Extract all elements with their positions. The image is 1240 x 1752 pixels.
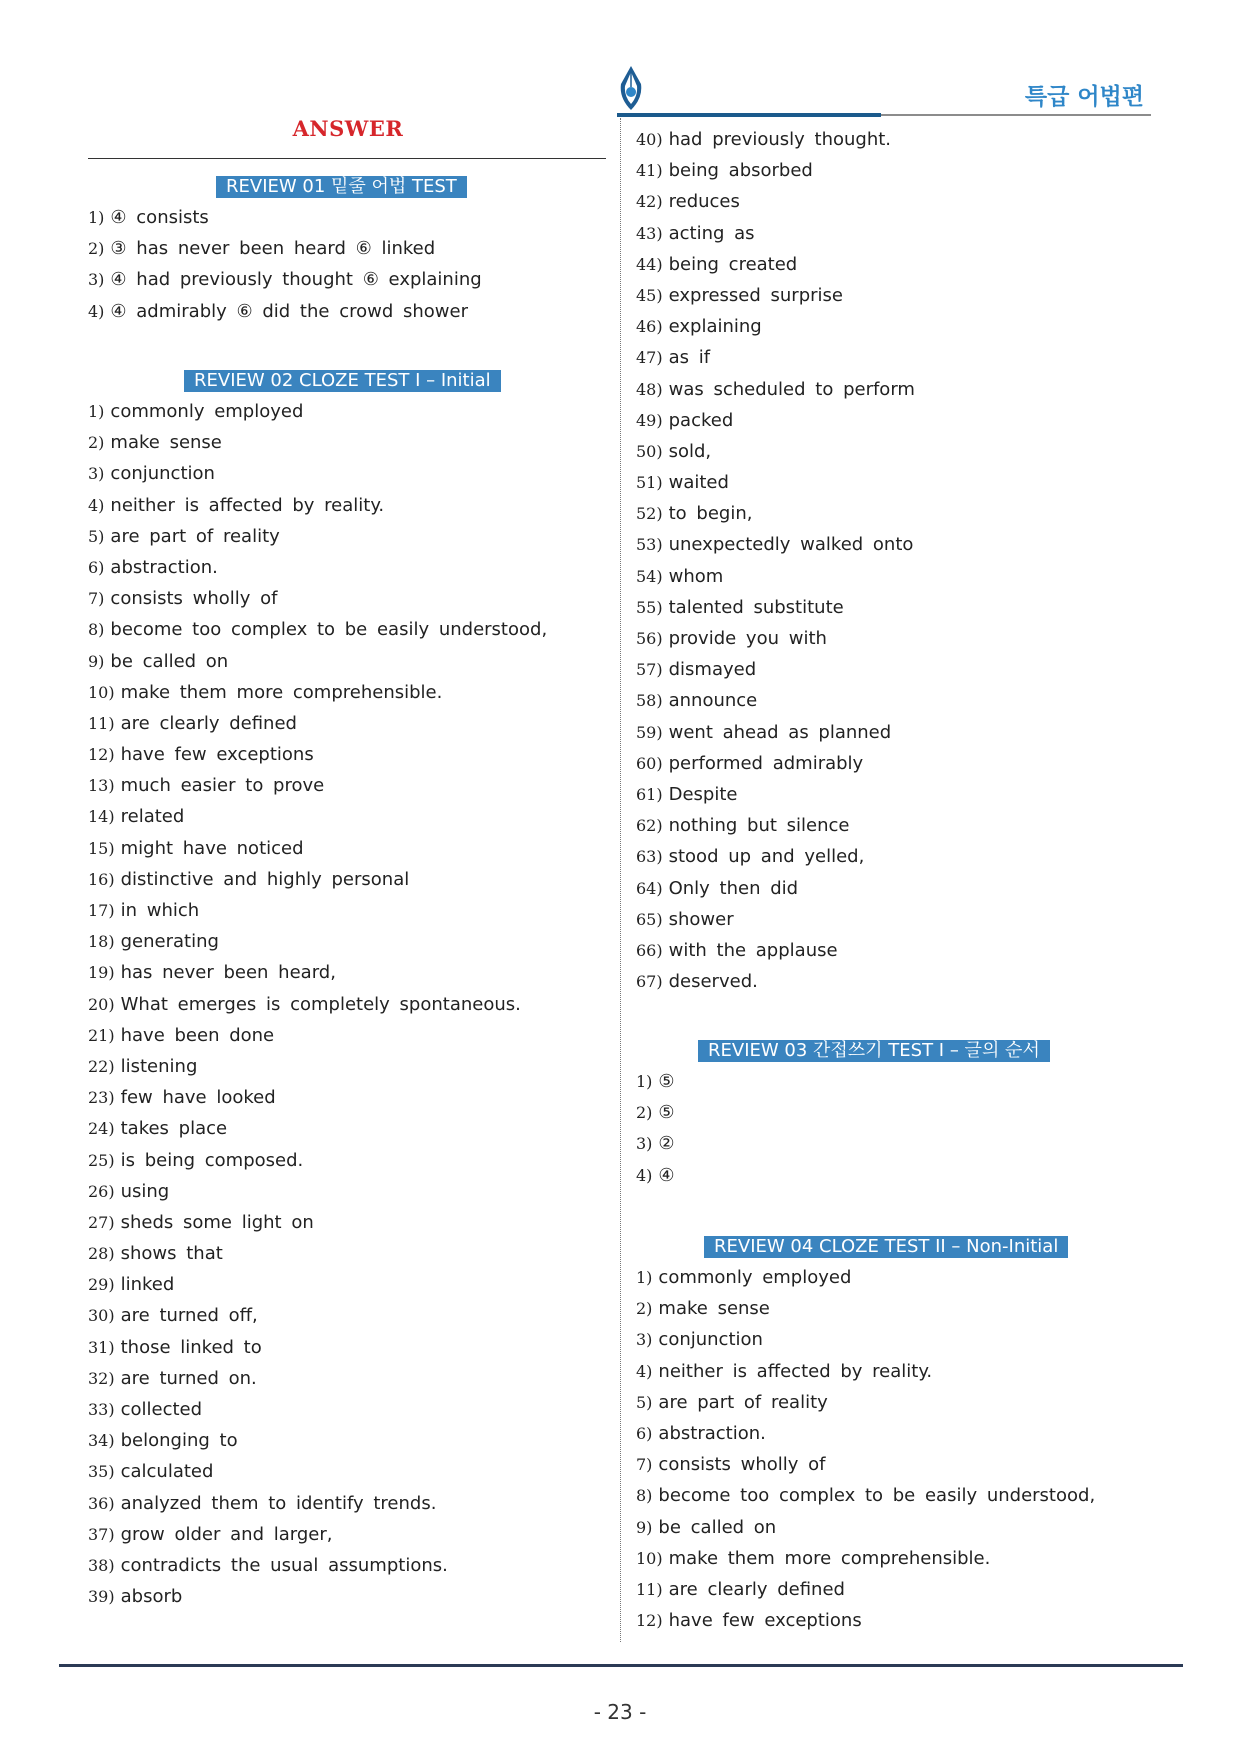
item-number: 28): [88, 1244, 115, 1264]
item-answer: have few exceptions: [668, 1610, 862, 1632]
list-item: [636, 1262, 1095, 1293]
list-item: [88, 957, 547, 988]
list-item: [88, 233, 482, 264]
list-item: [88, 1581, 547, 1612]
list-item: [636, 966, 915, 997]
item-answer: being created: [668, 253, 798, 275]
item-number: 19): [88, 963, 115, 983]
item-answer: shower: [668, 908, 734, 930]
list-item: [636, 1387, 1095, 1418]
item-answer: had previously thought.: [668, 129, 892, 150]
item-number: 41): [636, 161, 663, 181]
list-item: [636, 1293, 1095, 1324]
item-number: 38): [88, 1555, 115, 1575]
item-number: 62): [636, 816, 663, 836]
list-item: [88, 646, 547, 677]
item-answer: become too complex to be easily understood,: [658, 1485, 1096, 1507]
item-answer: sheds some light on: [120, 1211, 314, 1233]
item-number: 39): [88, 1587, 115, 1607]
list-item: [88, 1020, 547, 1051]
item-number: 25): [88, 1150, 115, 1170]
item-answer: in which: [120, 900, 200, 921]
item-answer: reduces: [668, 191, 740, 213]
item-number: 6): [88, 557, 105, 577]
item-answer: explaining: [668, 316, 762, 338]
list-item: [88, 989, 547, 1020]
item-answer: neither is affected by reality.: [658, 1360, 933, 1382]
item-number: 40): [636, 130, 663, 149]
fountain-pen-nib-icon: [617, 64, 645, 114]
item-answer: provide you with: [668, 628, 827, 649]
item-number: 64): [636, 878, 663, 898]
list-item: [636, 1324, 1095, 1355]
item-number: 4): [636, 1165, 653, 1185]
list-item: [88, 1207, 547, 1238]
item-number: 16): [88, 869, 115, 889]
list-item: [636, 841, 915, 872]
item-answer: nothing but silence: [668, 815, 850, 837]
item-number: 23): [88, 1088, 115, 1108]
item-answer: has never been heard,: [120, 962, 336, 984]
list-item: [88, 202, 482, 233]
book-title: 특급 어법편: [1024, 84, 1144, 110]
list-item: [636, 498, 915, 529]
item-number: 58): [636, 691, 663, 711]
item-number: 4): [88, 301, 105, 321]
list-item: [636, 935, 915, 966]
list-item: [636, 280, 915, 311]
answer-divider: [88, 158, 606, 159]
item-number: 1): [636, 1268, 653, 1287]
item-number: 14): [88, 807, 115, 827]
list-item: [88, 1394, 547, 1425]
item-answer: ③ has never been heard ⑥ linked: [110, 238, 436, 260]
item-answer: waited: [668, 472, 729, 494]
item-number: 26): [88, 1181, 115, 1201]
item-answer: few have looked: [120, 1087, 276, 1109]
item-answer: went ahead as planned: [668, 721, 892, 743]
item-number: 2): [636, 1103, 653, 1123]
item-number: 4): [636, 1361, 653, 1381]
item-number: 31): [88, 1337, 115, 1357]
item-answer: What emerges is completely spontaneous.: [120, 993, 521, 1015]
list-item: [636, 1480, 1095, 1511]
item-answer: make them more comprehensible.: [120, 681, 443, 703]
item-answer: consists wholly of: [658, 1454, 826, 1476]
item-number: 33): [88, 1400, 115, 1419]
list-item: [88, 1300, 547, 1331]
item-answer: ⑤: [658, 1071, 675, 1092]
item-number: 1): [88, 402, 105, 421]
item-number: 6): [636, 1423, 653, 1443]
list-item: [636, 249, 915, 280]
item-number: 9): [88, 651, 105, 671]
review04-heading: REVIEW 04 CLOZE TEST II – Non-Initial: [704, 1236, 1068, 1258]
item-answer: whom: [668, 565, 724, 587]
list-item: [88, 864, 547, 895]
item-number: 8): [636, 1486, 653, 1506]
review02-heading: REVIEW 02 CLOZE TEST I – Initial: [184, 370, 501, 392]
list-item: [636, 1512, 1095, 1543]
list-item: [88, 739, 547, 770]
list-item: [88, 801, 547, 832]
list-item: [636, 873, 915, 904]
list-item: [636, 561, 915, 592]
item-number: 29): [88, 1275, 115, 1295]
list-item: [636, 1418, 1095, 1449]
item-number: 35): [88, 1462, 115, 1482]
item-answer: those linked to: [120, 1336, 262, 1358]
list-item: [636, 436, 915, 467]
item-answer: analyzed them to identify trends.: [120, 1492, 437, 1514]
answer-title: ANSWER: [292, 116, 404, 141]
list-item: [88, 1519, 547, 1550]
item-number: 56): [636, 629, 663, 648]
item-number: 1): [636, 1072, 653, 1091]
list-item: [88, 1145, 547, 1176]
item-number: 18): [88, 932, 115, 952]
list-item: [88, 1363, 547, 1394]
list-item: [88, 1488, 547, 1519]
item-answer: belonging to: [120, 1430, 238, 1452]
item-answer: distinctive and highly personal: [120, 868, 410, 890]
list-item: [636, 374, 915, 405]
item-answer: make them more comprehensible.: [668, 1547, 991, 1569]
item-number: 30): [88, 1306, 115, 1326]
item-number: 60): [636, 753, 663, 773]
item-answer: abstraction.: [658, 1422, 766, 1444]
item-answer: announce: [668, 690, 758, 712]
item-number: 12): [88, 745, 115, 765]
item-answer: sold,: [668, 440, 712, 462]
item-number: 3): [636, 1134, 653, 1154]
item-answer: become too complex to be easily understood,: [110, 619, 548, 641]
list-item: [636, 779, 915, 810]
item-answer: talented substitute: [668, 596, 844, 618]
list-item: [636, 1356, 1095, 1387]
item-number: 7): [636, 1455, 653, 1475]
item-answer: consists wholly of: [110, 588, 278, 610]
item-number: 3): [88, 270, 105, 290]
list-item: [88, 458, 547, 489]
item-number: 43): [636, 223, 663, 243]
item-answer: ④ consists: [110, 207, 209, 228]
list-item: [636, 155, 915, 186]
item-answer: ④ admirably ⑥ did the crowd shower: [110, 300, 468, 322]
list-item: [636, 1128, 675, 1159]
review03-heading: REVIEW 03 간접쓰기 TEST I – 글의 순서: [698, 1040, 1050, 1062]
review02-continued-answer-list: [636, 124, 915, 997]
list-item: [88, 770, 547, 801]
item-answer: contradicts the usual assumptions.: [120, 1554, 448, 1576]
item-answer: acting as: [668, 222, 755, 244]
list-item: [636, 685, 915, 716]
item-answer: to begin,: [668, 503, 753, 525]
item-number: 3): [88, 464, 105, 484]
list-item: [88, 1238, 547, 1269]
item-number: 2): [88, 239, 105, 259]
item-number: 46): [636, 317, 663, 337]
item-number: 1): [88, 208, 105, 227]
item-answer: conjunction: [110, 463, 215, 485]
item-answer: make sense: [110, 432, 222, 454]
item-number: 61): [636, 784, 663, 804]
item-number: 55): [636, 597, 663, 617]
list-item: [88, 708, 547, 739]
list-item: [636, 623, 915, 654]
item-answer: have been done: [120, 1024, 275, 1046]
item-number: 50): [636, 441, 663, 461]
item-answer: ④ had previously thought ⑥ explaining: [110, 269, 482, 291]
list-item: [88, 396, 547, 427]
list-item: [636, 1097, 675, 1128]
item-number: 3): [636, 1330, 653, 1350]
item-number: 21): [88, 1025, 115, 1045]
item-answer: are turned on.: [120, 1367, 257, 1389]
item-number: 53): [636, 535, 663, 555]
list-item: [636, 717, 915, 748]
list-item: [636, 748, 915, 779]
list-item: [88, 895, 547, 926]
item-answer: abstraction.: [110, 556, 218, 578]
list-item: [636, 1160, 675, 1191]
item-answer: ②: [658, 1133, 675, 1155]
list-item: [88, 552, 547, 583]
item-number: 8): [88, 620, 105, 640]
item-number: 66): [636, 940, 663, 960]
item-answer: grow older and larger,: [120, 1523, 333, 1545]
review02-answer-list: [88, 396, 547, 1612]
item-number: 22): [88, 1056, 115, 1076]
item-number: 57): [636, 660, 663, 680]
item-number: 34): [88, 1431, 115, 1451]
list-item: [636, 311, 915, 342]
review04-answer-list: [636, 1262, 1095, 1636]
item-number: 36): [88, 1493, 115, 1513]
item-answer: might have noticed: [120, 837, 304, 859]
item-answer: stood up and yelled,: [668, 846, 865, 868]
item-answer: calculated: [120, 1461, 214, 1483]
header-divider-accent: [617, 113, 881, 117]
list-item: [636, 1605, 1095, 1636]
list-item: [88, 614, 547, 645]
review03-answer-list: [636, 1066, 675, 1191]
item-number: 59): [636, 722, 663, 742]
item-answer: collected: [120, 1399, 203, 1420]
list-item: [88, 1456, 547, 1487]
list-item: [88, 1550, 547, 1581]
item-number: 54): [636, 566, 663, 586]
list-item: [88, 1051, 547, 1082]
item-answer: are part of reality: [110, 525, 280, 547]
item-number: 4): [88, 495, 105, 515]
review01-heading: REVIEW 01 밑줄 어법 TEST: [216, 176, 467, 198]
list-item: [636, 186, 915, 217]
list-item: [88, 1113, 547, 1144]
item-number: 67): [636, 972, 663, 992]
item-number: 49): [636, 410, 663, 430]
item-number: 37): [88, 1524, 115, 1544]
item-number: 65): [636, 909, 663, 929]
item-answer: using: [120, 1180, 170, 1202]
item-number: 47): [636, 348, 663, 368]
list-item: [88, 490, 547, 521]
item-answer: dismayed: [668, 659, 757, 681]
item-answer: much easier to prove: [120, 775, 325, 797]
item-answer: was scheduled to perform: [668, 378, 915, 400]
list-item: [636, 1449, 1095, 1480]
column-divider: [620, 118, 621, 1642]
item-number: 32): [88, 1368, 115, 1388]
item-answer: shows that: [120, 1243, 223, 1265]
item-number: 12): [636, 1611, 663, 1631]
item-number: 24): [88, 1119, 115, 1139]
item-number: 11): [636, 1579, 663, 1599]
list-item: [88, 926, 547, 957]
list-item: [88, 427, 547, 458]
item-answer: be called on: [658, 1516, 777, 1538]
item-answer: commonly employed: [658, 1267, 852, 1288]
item-number: 63): [636, 847, 663, 867]
item-number: 42): [636, 192, 663, 212]
list-item: [636, 529, 915, 560]
item-number: 11): [88, 713, 115, 733]
item-answer: being absorbed: [668, 160, 813, 182]
item-number: 5): [88, 526, 105, 546]
item-answer: conjunction: [658, 1329, 763, 1351]
list-item: [88, 1332, 547, 1363]
list-item: [88, 264, 482, 295]
list-item: [88, 1425, 547, 1456]
item-answer: generating: [120, 931, 219, 953]
item-number: 2): [88, 433, 105, 453]
list-item: [636, 654, 915, 685]
item-answer: linked: [120, 1274, 175, 1296]
item-answer: have few exceptions: [120, 744, 314, 766]
list-item: [636, 342, 915, 373]
list-item: [636, 1543, 1095, 1574]
list-item: [636, 1066, 675, 1097]
list-item: [88, 1082, 547, 1113]
item-number: 27): [88, 1212, 115, 1232]
list-item: [88, 583, 547, 614]
review01-answer-list: [88, 202, 482, 327]
list-item: [636, 904, 915, 935]
item-number: 10): [88, 682, 115, 702]
list-item: [88, 1269, 547, 1300]
item-answer: takes place: [120, 1118, 228, 1140]
item-answer: are part of reality: [658, 1391, 828, 1413]
item-answer: commonly employed: [110, 401, 304, 422]
item-answer: performed admirably: [668, 752, 864, 774]
item-answer: ⑤: [658, 1102, 675, 1124]
item-number: 45): [636, 285, 663, 305]
item-answer: related: [120, 806, 185, 828]
item-number: 15): [88, 838, 115, 858]
item-answer: as if: [668, 347, 711, 369]
list-item: [636, 124, 915, 155]
page-number: - 23 -: [593, 1700, 647, 1724]
item-answer: packed: [668, 409, 734, 431]
item-number: 17): [88, 901, 115, 920]
item-answer: deserved.: [668, 971, 758, 993]
item-answer: with the applause: [668, 939, 838, 961]
item-number: 20): [88, 994, 115, 1014]
item-answer: are turned off,: [120, 1305, 258, 1327]
item-number: 10): [636, 1548, 663, 1568]
item-answer: make sense: [658, 1298, 770, 1320]
item-answer: neither is affected by reality.: [110, 494, 385, 516]
list-item: [88, 1176, 547, 1207]
list-item: [636, 405, 915, 436]
item-answer: are clearly defined: [120, 712, 297, 734]
item-answer: is being composed.: [120, 1149, 304, 1171]
item-answer: listening: [120, 1055, 198, 1077]
footer-divider: [59, 1664, 1183, 1667]
item-number: 2): [636, 1299, 653, 1319]
list-item: [636, 1574, 1095, 1605]
item-answer: Only then did: [668, 877, 799, 899]
list-item: [636, 218, 915, 249]
item-number: 48): [636, 379, 663, 399]
list-item: [88, 677, 547, 708]
item-answer: ④: [658, 1164, 675, 1186]
item-answer: be called on: [110, 650, 229, 672]
item-number: 5): [636, 1392, 653, 1412]
item-answer: Despite: [668, 783, 738, 805]
list-item: [636, 810, 915, 841]
list-item: [88, 296, 482, 327]
list-item: [636, 467, 915, 498]
list-item: [88, 833, 547, 864]
item-number: 44): [636, 254, 663, 274]
item-answer: are clearly defined: [668, 1578, 845, 1600]
list-item: [636, 592, 915, 623]
item-answer: expressed surprise: [668, 284, 843, 306]
item-number: 9): [636, 1517, 653, 1537]
item-answer: unexpectedly walked onto: [668, 534, 914, 556]
item-answer: absorb: [120, 1586, 183, 1608]
list-item: [88, 521, 547, 552]
item-number: 51): [636, 473, 663, 493]
item-number: 7): [88, 589, 105, 609]
item-number: 52): [636, 504, 663, 524]
item-number: 13): [88, 776, 115, 796]
